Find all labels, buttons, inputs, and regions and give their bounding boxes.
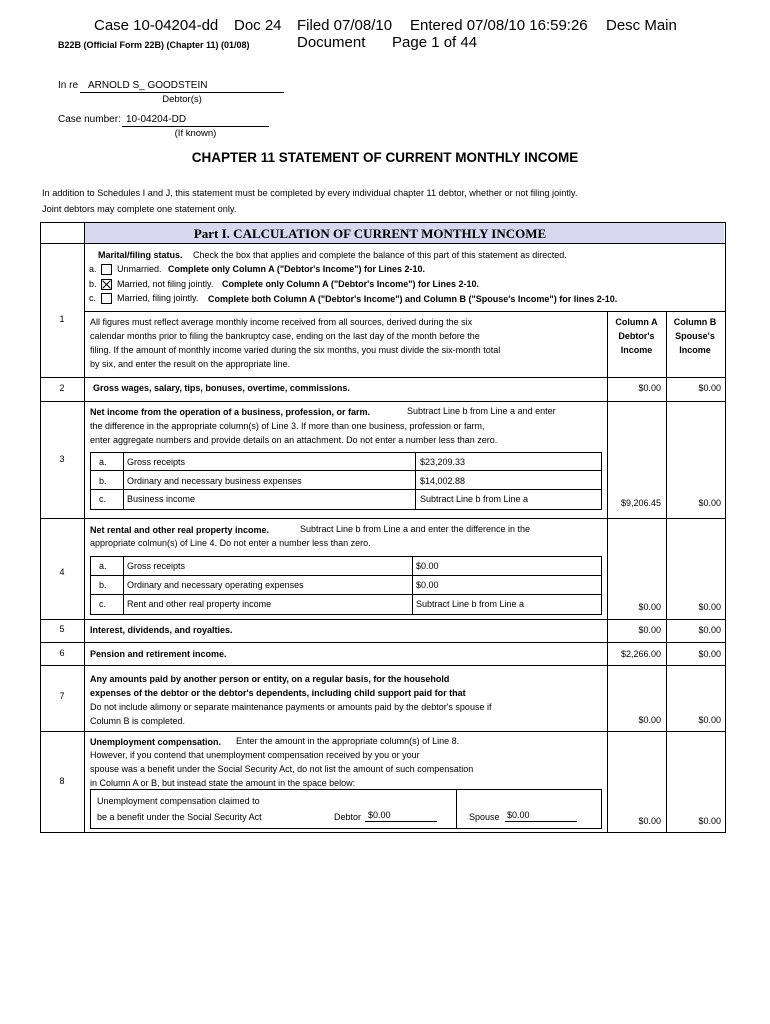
line8-text-2: However, if you contend that unemployment compensation received by you or your: [90, 750, 420, 760]
line5-number: 5: [59, 624, 65, 634]
line4-text-1: Subtract Line b from Line a and enter the difference in the: [300, 524, 530, 534]
line6-column-b[interactable]: $0.00: [698, 649, 721, 659]
avg-income-text-3: filing. If the amount of monthly income varied during the six months, you must divide the six-month total: [90, 345, 501, 355]
intro-text-line2: Joint debtors may complete one statement only.: [42, 204, 237, 214]
line3-row-a-value[interactable]: $23,209.33: [420, 457, 466, 467]
debtor-name: ARNOLD S_ GOODSTEIN: [88, 80, 208, 91]
line4-row-b-value[interactable]: $0.00: [416, 580, 439, 590]
line7-text-1: Do not include alimony or separate maintenance payments or amounts paid by the debtor's spouse if: [90, 702, 492, 712]
line7-title-1: Any amounts paid by another person or entity, on a regular basis, for the household: [90, 674, 450, 684]
line7-title-2: expenses of the debtor or the debtor's dependents, including child support paid for that: [90, 688, 466, 698]
line3-row-b-value[interactable]: $14,002.88: [420, 476, 466, 486]
line4-row-a-label: Gross receipts: [127, 561, 186, 571]
option-a-text: Unmarried.: [117, 264, 162, 274]
avg-income-text-4: by six, and enter the result on the appropriate line.: [90, 359, 291, 369]
line4-row-b-label: Ordinary and necessary operating expenses: [127, 580, 304, 590]
line4-column-b[interactable]: $0.00: [698, 602, 721, 612]
option-c-letter: c.: [89, 293, 97, 303]
line8-column-a[interactable]: $0.00: [638, 816, 661, 826]
line3-text-2: the difference in the appropriate column(s) of Line 3. If more than one business, profession or farm,: [90, 421, 485, 431]
option-c-instruction: Complete both Column A ("Debtor's Income") and Column B ("Spouse's Income") for lines 2-10.: [208, 294, 618, 304]
line6-label: Pension and retirement income.: [90, 649, 227, 659]
line7-number: 7: [59, 691, 65, 701]
line8-number: 8: [59, 776, 65, 786]
in-re-label: In re: [58, 80, 79, 91]
line2-number: 2: [59, 383, 65, 393]
case-number-value: 10-04204-DD: [126, 114, 187, 125]
line3-row-b-letter: b.: [99, 476, 107, 486]
line4-number: 4: [59, 567, 65, 577]
page-title: CHAPTER 11 STATEMENT OF CURRENT MONTHLY INCOME: [191, 150, 579, 165]
doc-number-header: Doc 24: [234, 17, 282, 34]
avg-income-text-2: calendar months prior to filing the bankruptcy case, ending on the last day of the month before the: [90, 331, 480, 341]
line3-row-a-letter: a.: [99, 457, 107, 467]
line4-row-c-value: Subtract Line b from Line a: [416, 599, 525, 609]
line3-text-3: enter aggregate numbers and provide details on an attachment. Do not enter a number less than zero.: [90, 435, 498, 445]
line8-column-b[interactable]: $0.00: [698, 816, 721, 826]
line3-text-1: Subtract Line b from Line a and enter: [407, 406, 556, 416]
line8-spouse-label: Spouse: [469, 812, 500, 822]
line6-column-a[interactable]: $2,266.00: [620, 649, 661, 659]
option-b-instruction: Complete only Column A ("Debtor's Income") for Lines 2-10.: [222, 279, 480, 289]
line8-debtor-value[interactable]: $0.00: [368, 810, 391, 820]
option-b-checkbox-checked[interactable]: [101, 279, 112, 290]
line7-column-a[interactable]: $0.00: [638, 715, 661, 725]
line5-column-b[interactable]: $0.00: [698, 625, 721, 635]
line4-row-a-letter: a.: [99, 561, 107, 571]
if-known-caption: (If known): [174, 128, 217, 139]
column-a-header-3: Income: [620, 345, 653, 355]
column-b-header-2: Spouse's: [675, 331, 715, 341]
line4-row-b-letter: b.: [99, 580, 107, 590]
part1-title: Part I. CALCULATION OF CURRENT MONTHLY INCOME: [193, 226, 547, 241]
line6-number: 6: [59, 648, 65, 658]
column-a-header-1: Column A: [615, 317, 658, 327]
debtor-caption: Debtor(s): [162, 94, 202, 105]
filed-date-header: Filed 07/08/10: [297, 17, 393, 34]
line3-title: Net income from the operation of a business, profession, or farm.: [90, 407, 371, 417]
line3-row-c-value: Subtract Line b from Line a: [420, 494, 529, 504]
line2-label: Gross wages, salary, tips, bonuses, overtime, commissions.: [93, 383, 350, 393]
line5-label: Interest, dividends, and royalties.: [90, 625, 233, 635]
line3-row-b-label: Ordinary and necessary business expenses: [127, 476, 302, 486]
entered-date-header: Entered 07/08/10 16:59:26: [410, 17, 588, 34]
line2-column-b[interactable]: $0.00: [698, 383, 721, 393]
line5-column-a[interactable]: $0.00: [638, 625, 661, 635]
option-a-checkbox[interactable]: [101, 264, 112, 275]
option-a-instruction: Complete only Column A ("Debtor's Income") for Lines 2-10.: [168, 264, 426, 274]
case-number-label: Case number:: [58, 114, 121, 125]
line3-row-a-label: Gross receipts: [127, 457, 186, 467]
intro-text-line1: In addition to Schedules I and J, this statement must be completed by every individual chapter 11 debtor, whether or not filing jointly.: [42, 188, 578, 198]
document-label: Document: [297, 34, 366, 51]
line4-text-2: appropriate colmun(s) of Line 4. Do not enter a number less than zero.: [90, 538, 371, 548]
page-count: Page 1 of 44: [392, 34, 478, 51]
line3-number: 3: [59, 454, 65, 464]
line4-row-a-value[interactable]: $0.00: [416, 561, 439, 571]
line4-title: Net rental and other real property income.: [90, 525, 270, 535]
line4-row-c-label: Rent and other real property income: [127, 599, 272, 609]
marital-status-label: Marital/filing status.: [98, 250, 183, 260]
option-b-letter: b.: [89, 279, 97, 289]
line3-column-a[interactable]: $9,206.45: [620, 498, 661, 508]
line8-text-1: Enter the amount in the appropriate column(s) of Line 8.: [236, 736, 460, 746]
line4-column-a[interactable]: $0.00: [638, 602, 661, 612]
option-b-text: Married, not filing jointly.: [117, 279, 214, 289]
line4-row-c-letter: c.: [99, 599, 107, 609]
line8-text-4: in Column A or B, but instead state the amount in the space below:: [90, 778, 356, 788]
column-b-header-3: Income: [679, 345, 711, 355]
line2-column-a[interactable]: $0.00: [638, 383, 661, 393]
marital-status-instructions: Check the box that applies and complete the balance of this part of this statement as directed.: [193, 250, 567, 260]
line7-column-b[interactable]: $0.00: [698, 715, 721, 725]
column-a-header-2: Debtor's: [618, 331, 655, 341]
line8-debtor-label: Debtor: [334, 812, 362, 822]
line3-column-b[interactable]: $0.00: [698, 498, 721, 508]
column-b-header-1: Column B: [673, 317, 717, 327]
line3-row-c-label: Business income: [127, 494, 196, 504]
line8-ssa-box: [90, 789, 602, 829]
line8-box-text-2: be a benefit under the Social Security Act: [97, 812, 262, 822]
line8-box-text-1: Unemployment compensation claimed to: [97, 796, 260, 806]
option-c-checkbox[interactable]: [101, 293, 112, 304]
line8-text-3: spouse was a benefit under the Social Security Act, do not list the amount of such compensation: [90, 764, 474, 774]
line7-text-2: Column B is completed.: [90, 716, 186, 726]
line3-row-c-letter: c.: [99, 494, 107, 504]
line8-spouse-value[interactable]: $0.00: [507, 810, 530, 820]
case-number-header: Case 10-04204-dd: [94, 17, 219, 34]
option-c-text: Married, filing jointly.: [117, 293, 199, 303]
option-a-letter: a.: [89, 264, 97, 274]
line1-number: 1: [59, 314, 65, 324]
avg-income-text-1: All figures must reflect average monthly income received from all sources, derived during the six: [90, 317, 473, 327]
desc-header: Desc Main: [606, 17, 677, 34]
form-identifier: B22B (Official Form 22B) (Chapter 11) (01/08): [58, 40, 250, 50]
line8-title: Unemployment compensation.: [90, 737, 222, 747]
